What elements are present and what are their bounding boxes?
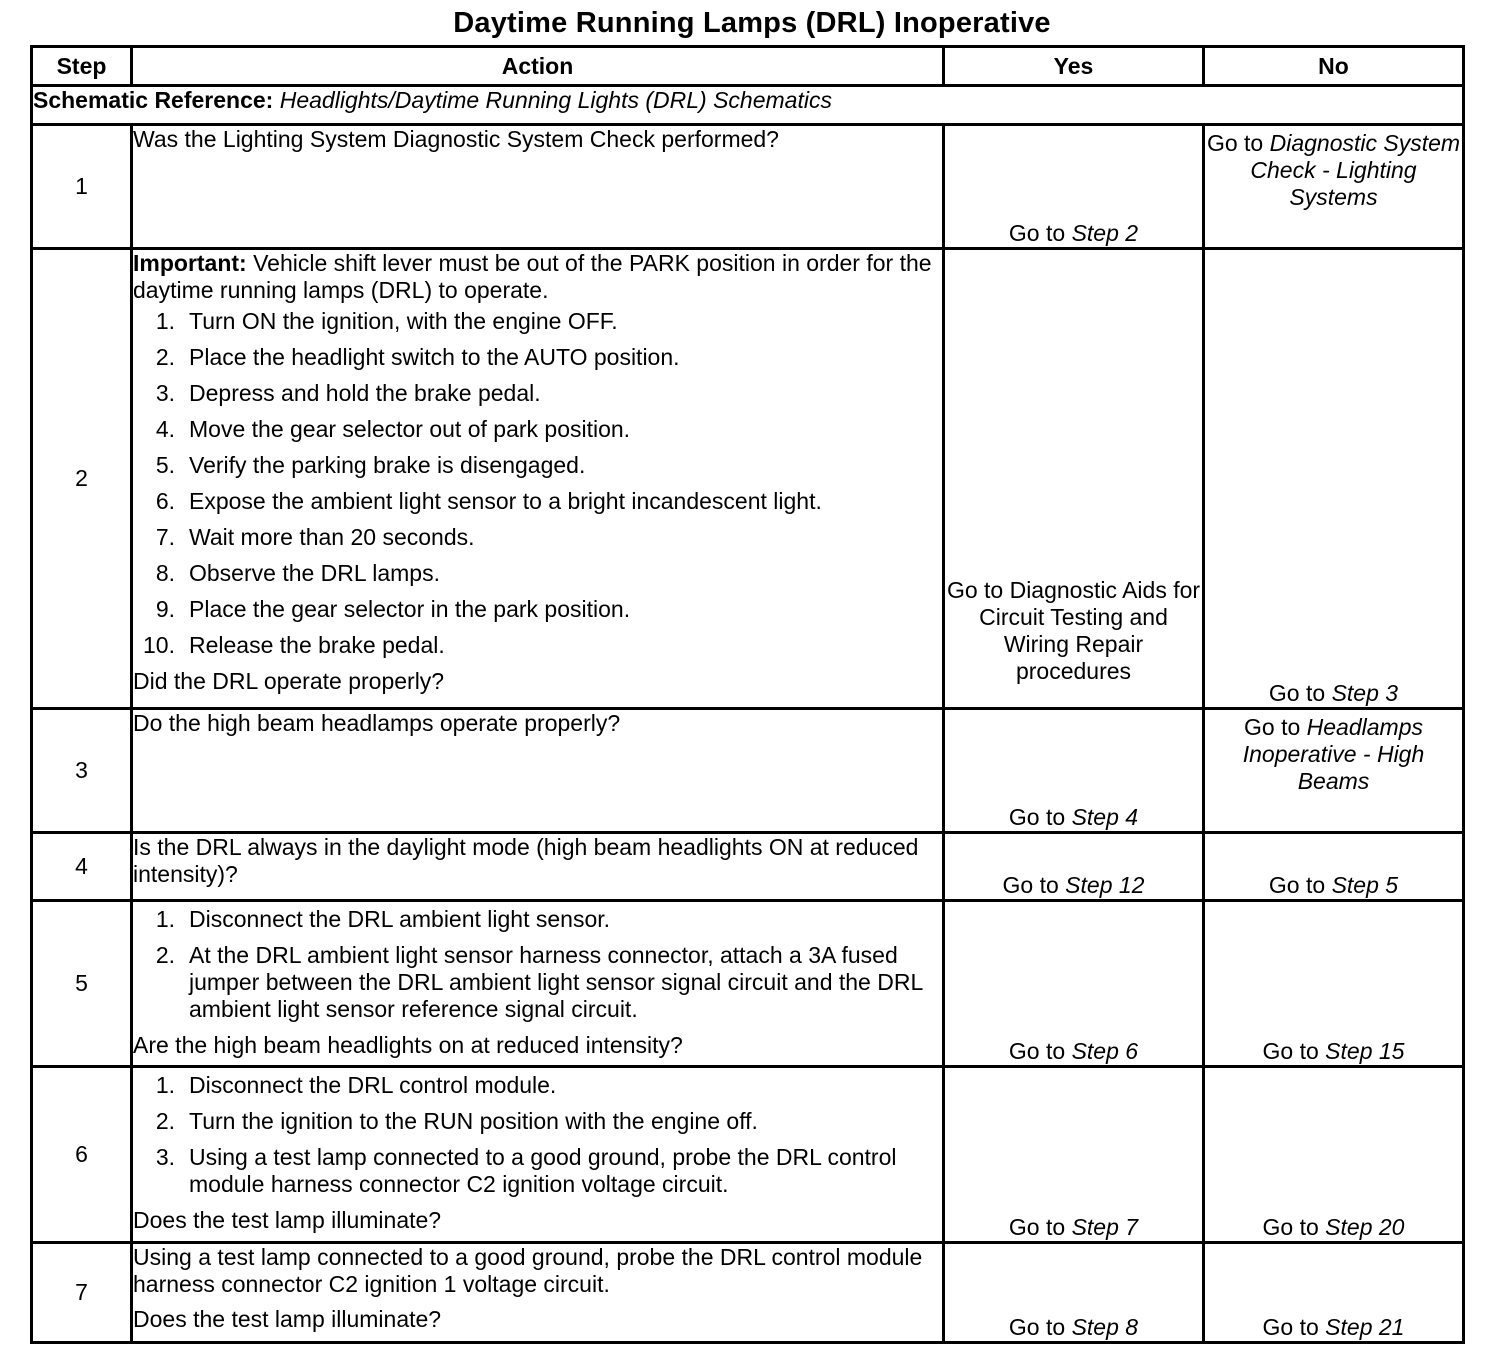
- no-ref: Step 21: [1325, 1314, 1405, 1340]
- no-ref: Headlamps Inoperative - High Beams: [1242, 714, 1425, 794]
- no-prefix: Go to: [1268, 872, 1326, 898]
- yes-ref: Step 7: [1071, 1214, 1139, 1240]
- no-cell: [1204, 249, 1464, 709]
- no-ref: Step 3: [1331, 680, 1399, 706]
- list-item: 2. Turn the ignition to the RUN position with the engine off.: [155, 1108, 758, 1134]
- no-ref: Step 5: [1331, 872, 1399, 898]
- important-text: Vehicle shift lever must be out of the PARK position in order for the daytime running lamps (DRL) to operate.: [133, 250, 932, 303]
- list-item: 3. Using a test lamp connected to a good ground, probe the DRL control module harness connector C2 ignition voltage circuit.: [155, 1144, 897, 1197]
- procedure-list: [133, 906, 942, 1023]
- list-item: 3. Depress and hold the brake pedal.: [155, 380, 541, 406]
- action-cell: [132, 1067, 944, 1243]
- no-cell: [1204, 1243, 1464, 1343]
- yes-ref: Step 12: [1065, 872, 1145, 898]
- yes-cell: [944, 249, 1204, 709]
- yes-prefix: Go to: [1008, 804, 1066, 830]
- no-cell: [1204, 1067, 1464, 1243]
- yes-prefix: Go to: [1008, 1038, 1066, 1064]
- header-no: No: [1204, 47, 1464, 86]
- no-ref: Step 15: [1325, 1038, 1405, 1064]
- important-note: [133, 250, 942, 304]
- page-title: Daytime Running Lamps (DRL) Inoperative: [453, 7, 1051, 39]
- yes-prefix: Go to: [1008, 1214, 1066, 1240]
- action-question: Do the high beam headlamps operate properly?: [133, 710, 621, 736]
- action-question: Was the Lighting System Diagnostic System Check performed?: [133, 126, 779, 152]
- no-cell: [1204, 833, 1464, 901]
- no-ref: Step 20: [1325, 1214, 1405, 1240]
- yes-cell: [944, 1243, 1204, 1343]
- header-action: Action: [132, 47, 944, 86]
- list-item: 5. Verify the parking brake is disengaged.: [155, 452, 586, 478]
- action-cell: [132, 833, 944, 901]
- yes-cell: [944, 833, 1204, 901]
- list-item: 7. Wait more than 20 seconds.: [155, 524, 475, 550]
- step-number: 6: [32, 1067, 132, 1243]
- list-item: 6. Expose the ambient light sensor to a bright incandescent light.: [155, 488, 822, 514]
- header-step: Step: [32, 47, 132, 86]
- list-item: 2. At the DRL ambient light sensor harness connector, attach a 3A fused jumper between the DRL ambient light sensor signal circuit and the DRL ambient light sensor reference signal circuit.: [155, 942, 923, 1022]
- table-row: [32, 833, 1464, 901]
- no-prefix: Go to: [1262, 1314, 1319, 1340]
- yes-prefix: Go to: [1008, 220, 1066, 246]
- no-cell: [1204, 125, 1464, 249]
- header-row: [32, 47, 1464, 86]
- header-yes: Yes: [944, 47, 1204, 86]
- no-cell: [1204, 709, 1464, 833]
- step-number: 4: [32, 833, 132, 901]
- no-prefix: Go to: [1206, 130, 1264, 156]
- yes-cell: [944, 901, 1204, 1067]
- list-item: 10. Release the brake pedal.: [143, 632, 445, 658]
- step-number: 1: [32, 125, 132, 249]
- table-row: [32, 125, 1464, 249]
- important-label: Important:: [133, 250, 247, 276]
- yes-cell: [944, 709, 1204, 833]
- action-question: Does the test lamp illuminate?: [133, 1306, 442, 1332]
- schematic-value: Headlights/Daytime Running Lights (DRL) Schematics: [279, 87, 832, 113]
- yes-text: Go to Diagnostic Aids for Circuit Testing and Wiring Repair procedures: [946, 577, 1201, 684]
- action-cell: [132, 125, 944, 249]
- schematic-reference-row: [32, 86, 1464, 125]
- list-item: 4. Move the gear selector out of park position.: [155, 416, 631, 442]
- no-prefix: Go to: [1262, 1038, 1319, 1064]
- no-prefix: Go to: [1262, 1214, 1319, 1240]
- step-number: 3: [32, 709, 132, 833]
- yes-ref: Step 8: [1071, 1314, 1139, 1340]
- action-question: Does the test lamp illuminate?: [133, 1207, 442, 1233]
- list-item: 9. Place the gear selector in the park position.: [155, 596, 631, 622]
- yes-prefix: Go to: [1008, 1314, 1066, 1340]
- no-prefix: Go to: [1244, 714, 1301, 740]
- action-question: Are the high beam headlights on at reduced intensity?: [133, 1032, 683, 1058]
- table-row: [32, 1243, 1464, 1343]
- step-number: 7: [32, 1243, 132, 1343]
- diagnostic-table: [30, 45, 1465, 1344]
- no-cell: [1204, 901, 1464, 1067]
- schematic-reference: [32, 86, 1464, 125]
- list-item: 1. Turn ON the ignition, with the engine OFF.: [155, 308, 618, 334]
- list-item: 8. Observe the DRL lamps.: [155, 560, 440, 586]
- action-cell: [132, 1243, 944, 1343]
- list-item: 1. Disconnect the DRL control module.: [155, 1072, 557, 1098]
- list-item: 2. Place the headlight switch to the AUTO position.: [155, 344, 680, 370]
- action-question: Did the DRL operate properly?: [133, 668, 445, 694]
- no-prefix: Go to: [1268, 680, 1326, 706]
- yes-cell: [944, 125, 1204, 249]
- action-cell: [132, 901, 944, 1067]
- procedure-list: [133, 308, 942, 659]
- list-item: 1. Disconnect the DRL ambient light sensor.: [155, 906, 611, 932]
- table-row: [32, 709, 1464, 833]
- action-cell: [132, 709, 944, 833]
- table-row: [32, 1067, 1464, 1243]
- procedure-list: [133, 1072, 942, 1198]
- yes-ref: Step 4: [1071, 804, 1139, 830]
- action-cell: [132, 249, 944, 709]
- table-row: [32, 901, 1464, 1067]
- yes-ref: Step 2: [1071, 220, 1139, 246]
- yes-prefix: Go to: [1002, 872, 1059, 898]
- schematic-label: Schematic Reference:: [33, 87, 274, 113]
- yes-ref: Step 6: [1071, 1038, 1139, 1064]
- action-question: Is the DRL always in the daylight mode (high beam headlights ON at reduced intensity)?: [133, 834, 919, 887]
- step-number: 5: [32, 901, 132, 1067]
- table-row: [32, 249, 1464, 709]
- step-number: 2: [32, 249, 132, 709]
- action-text: Using a test lamp connected to a good ground, probe the DRL control module harness connector C2 ignition 1 voltage circuit.: [133, 1244, 923, 1297]
- no-ref: Diagnostic System Check - Lighting Systems: [1250, 130, 1461, 210]
- yes-cell: [944, 1067, 1204, 1243]
